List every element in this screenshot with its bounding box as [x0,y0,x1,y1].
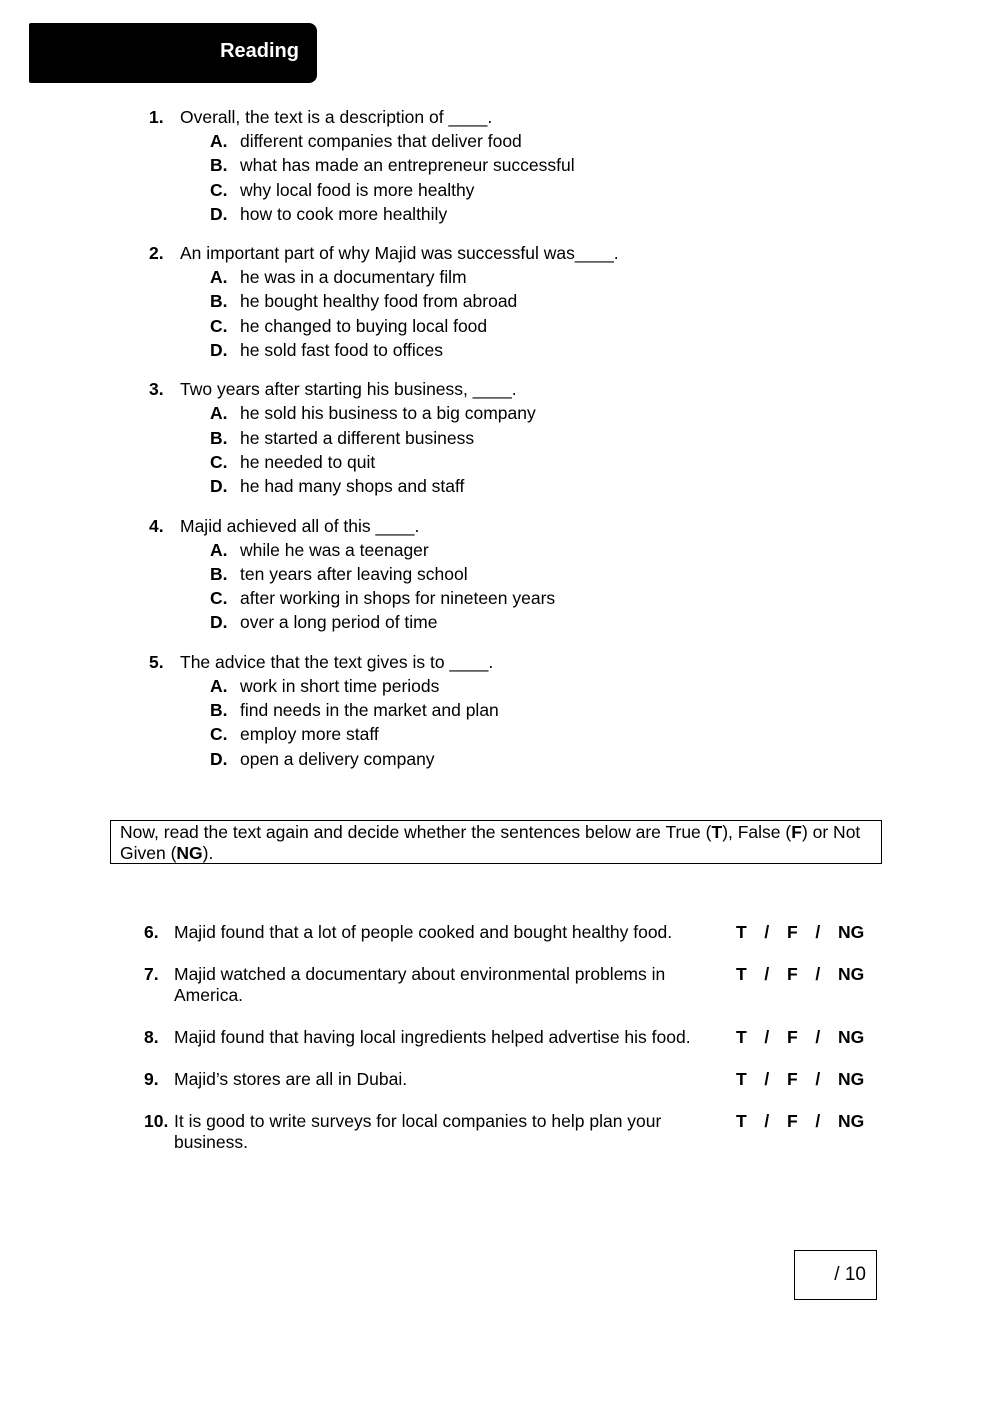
tf-answer-options[interactable]: T / F / NG [736,1027,865,1047]
tf-question [144,1069,864,1090]
true-false-section [144,922,864,1174]
answer-option[interactable]: D. over a long period of time [210,612,438,633]
answer-option[interactable]: C. why local food is more healthy [210,179,475,200]
answer-option[interactable]: A. while he was a teenager [210,539,429,560]
question-number: 8. [144,1027,159,1047]
tf-question [144,922,864,943]
question [149,241,849,362]
tf-answer-options[interactable]: T / F / NG [736,1111,865,1131]
answer-option[interactable]: A. he was in a documentary film [210,267,467,288]
answer-option[interactable]: B. ten years after leaving school [210,563,468,584]
question-stem: Two years after starting his business, ____. [180,379,517,400]
question-number: 9. [144,1069,159,1089]
question-number: 6. [144,922,159,942]
tf-answer-options[interactable]: T / F / NG [736,964,865,984]
answer-option[interactable]: B. find needs in the market and plan [210,700,499,721]
answer-option[interactable]: D. how to cook more healthily [210,203,448,224]
question-stem: Overall, the text is a description of ____. [180,107,493,127]
question [149,105,849,226]
section-header [29,23,317,83]
tf-answer-options[interactable]: T / F / NG [736,1069,865,1089]
question-number: 3. [149,379,164,400]
answer-option[interactable]: A. different companies that deliver food [210,131,522,151]
question-stem: Majid achieved all of this ____. [180,515,420,536]
answer-option[interactable]: C. he needed to quit [210,451,376,472]
section-title: Reading [220,40,299,62]
answer-option[interactable]: D. he had many shops and staff [210,476,465,497]
question [149,650,849,771]
question-number: 10. [144,1111,169,1131]
statement-text: It is good to write surveys for local companies to help plan your business. [174,1111,662,1152]
question-number: 5. [149,651,164,672]
question-number: 2. [149,243,164,264]
question-stem: The advice that the text gives is to ____. [180,651,494,672]
answer-option[interactable]: B. what has made an entrepreneur successful [210,155,575,176]
instruction-box: Now, read the text again and decide whether the sentences below are True (T), False (F) or Not Given (NG). [110,820,882,864]
question-number: 1. [149,107,164,127]
question-number: 7. [144,964,159,984]
answer-option[interactable]: C. after working in shops for nineteen years [210,588,556,609]
answer-option[interactable]: A. he sold his business to a big company [210,403,536,424]
question [149,377,849,498]
tf-answer-options[interactable]: T / F / NG [736,922,865,942]
tf-question [144,1111,864,1153]
answer-option[interactable]: A. work in short time periods [210,675,440,696]
question-number: 4. [149,515,164,536]
statement-text: Majid watched a documentary about environmental problems in America. [174,964,666,1005]
statement-text: Majid’s stores are all in Dubai. [174,1069,408,1089]
answer-option[interactable]: D. he sold fast food to offices [210,340,444,361]
tf-question [144,964,864,1006]
answer-option[interactable]: C. employ more staff [210,724,379,745]
question-stem: An important part of why Majid was successful was____. [180,243,619,264]
score-label: / 10 [834,1264,866,1285]
question [149,514,849,635]
answer-option[interactable]: D. open a delivery company [210,748,435,769]
answer-option[interactable]: C. he changed to buying local food [210,315,488,336]
score-box [794,1250,877,1300]
statement-text: Majid found that a lot of people cooked and bought healthy food. [174,922,673,942]
multiple-choice-section [149,105,849,786]
tf-question [144,1027,864,1048]
answer-option[interactable]: B. he started a different business [210,427,475,448]
answer-option[interactable]: B. he bought healthy food from abroad [210,291,518,312]
statement-text: Majid found that having local ingredients helped advertise his food. [174,1027,691,1047]
